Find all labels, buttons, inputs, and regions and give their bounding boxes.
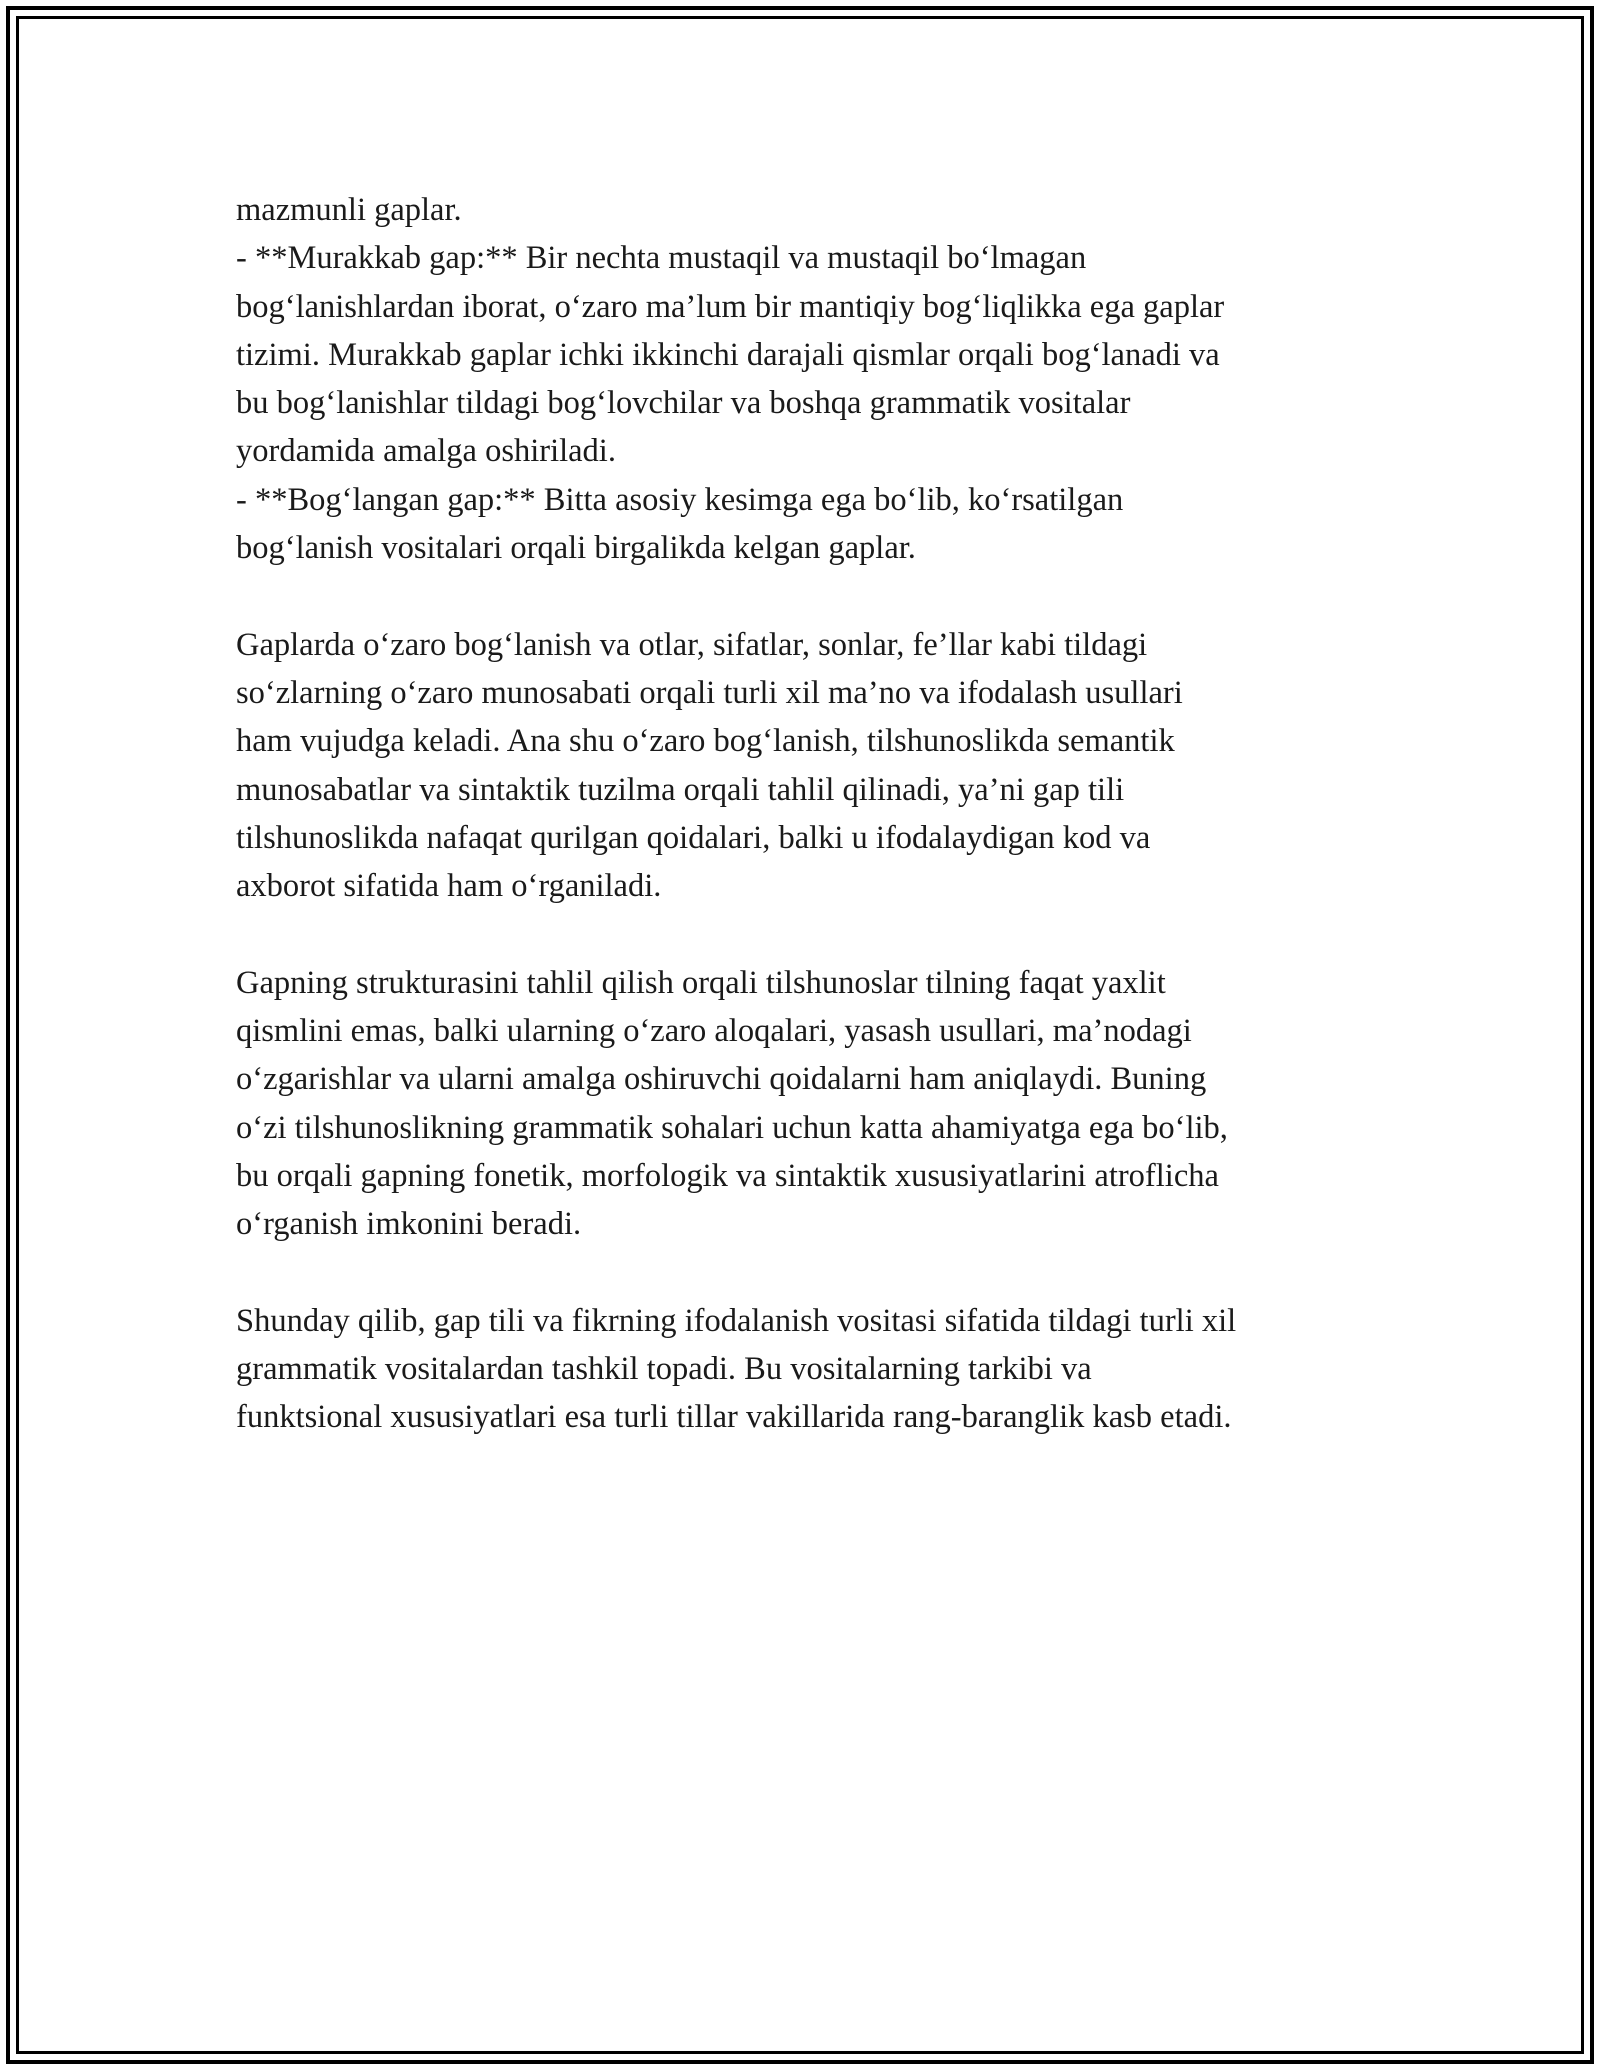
text-line: funktsional xususiyatlari esa turli tillar vakillarida rang-baranglik kasb etadi. bbox=[236, 1399, 1232, 1436]
text-line: - **Bog‘langan gap:** Bitta asosiy kesimga ega bo‘lib, ko‘rsatilgan bbox=[236, 481, 1124, 518]
text-line: grammatik vositalardan tashkil topadi. Bu vositalarning tarkibi va bbox=[236, 1351, 1092, 1388]
paragraph-sentence-types bbox=[236, 186, 1426, 572]
text-line: bu bog‘lanishlar tildagi bog‘lovchilar va boshqa grammatik vositalar bbox=[236, 385, 1131, 422]
text-line: tizimi. Murakkab gaplar ichki ikkinchi darajali qismlar orqali bog‘lanadi va bbox=[236, 336, 1220, 373]
text-line: Shunday qilib, gap tili va fikrning ifodalanish vositasi sifatida tildagi turli xil bbox=[236, 1302, 1237, 1339]
text-line: o‘rganish imkonini beradi. bbox=[236, 1206, 582, 1243]
text-line: yordamida amalga oshiriladi. bbox=[236, 433, 616, 470]
paragraph-spacer bbox=[236, 572, 1426, 620]
paragraph-spacer bbox=[236, 1249, 1426, 1297]
text-line: munosabatlar va sintaktik tuzilma orqali tahlil qilinadi, ya’ni gap tili bbox=[236, 771, 1125, 808]
paragraph-semantic-relations bbox=[236, 621, 1426, 911]
document-body bbox=[236, 186, 1426, 1442]
text-line: qismlini emas, balki ularning o‘zaro aloqalari, yasash usullari, ma’nodagi bbox=[236, 1013, 1192, 1050]
paragraph-spacer bbox=[236, 910, 1426, 958]
text-line: so‘zlarning o‘zaro munosabati orqali turli xil ma’no va ifodalash usullari bbox=[236, 674, 1183, 711]
text-line: ham vujudga keladi. Ana shu o‘zaro bog‘lanish, tilshunoslikda semantik bbox=[236, 723, 1175, 760]
text-line: axborot sifatida ham o‘rganiladi. bbox=[236, 868, 662, 905]
text-line: tilshunoslikda nafaqat qurilgan qoidalari, balki u ifodalaydigan kod va bbox=[236, 819, 1151, 856]
text-line: o‘zgarishlar va ularni amalga oshiruvchi qoidalarni ham aniqlaydi. Buning bbox=[236, 1061, 1207, 1098]
text-line: mazmunli gaplar. bbox=[236, 192, 462, 228]
text-line: Gapning strukturasini tahlil qilish orqali tilshunoslar tilning faqat yaxlit bbox=[236, 964, 1166, 1001]
paragraph-structure-analysis bbox=[236, 959, 1426, 1249]
text-line: bu orqali gapning fonetik, morfologik va sintaktik xususiyatlarini atroflicha bbox=[236, 1157, 1219, 1194]
text-line: bog‘lanishlardan iborat, o‘zaro ma’lum bir mantiqiy bog‘liqlikka ega gaplar bbox=[236, 288, 1225, 325]
text-line: bog‘lanish vositalari orqali birgalikda kelgan gaplar. bbox=[236, 530, 916, 567]
paragraph-conclusion bbox=[236, 1297, 1426, 1442]
text-line: o‘zi tilshunoslikning grammatik sohalari uchun katta ahamiyatga ega bo‘lib, bbox=[236, 1109, 1228, 1146]
text-line: Gaplarda o‘zaro bog‘lanish va otlar, sifatlar, sonlar, fe’llar kabi tildagi bbox=[236, 626, 1148, 663]
text-line: - **Murakkab gap:** Bir nechta mustaqil va mustaqil bo‘lmagan bbox=[236, 240, 1087, 277]
